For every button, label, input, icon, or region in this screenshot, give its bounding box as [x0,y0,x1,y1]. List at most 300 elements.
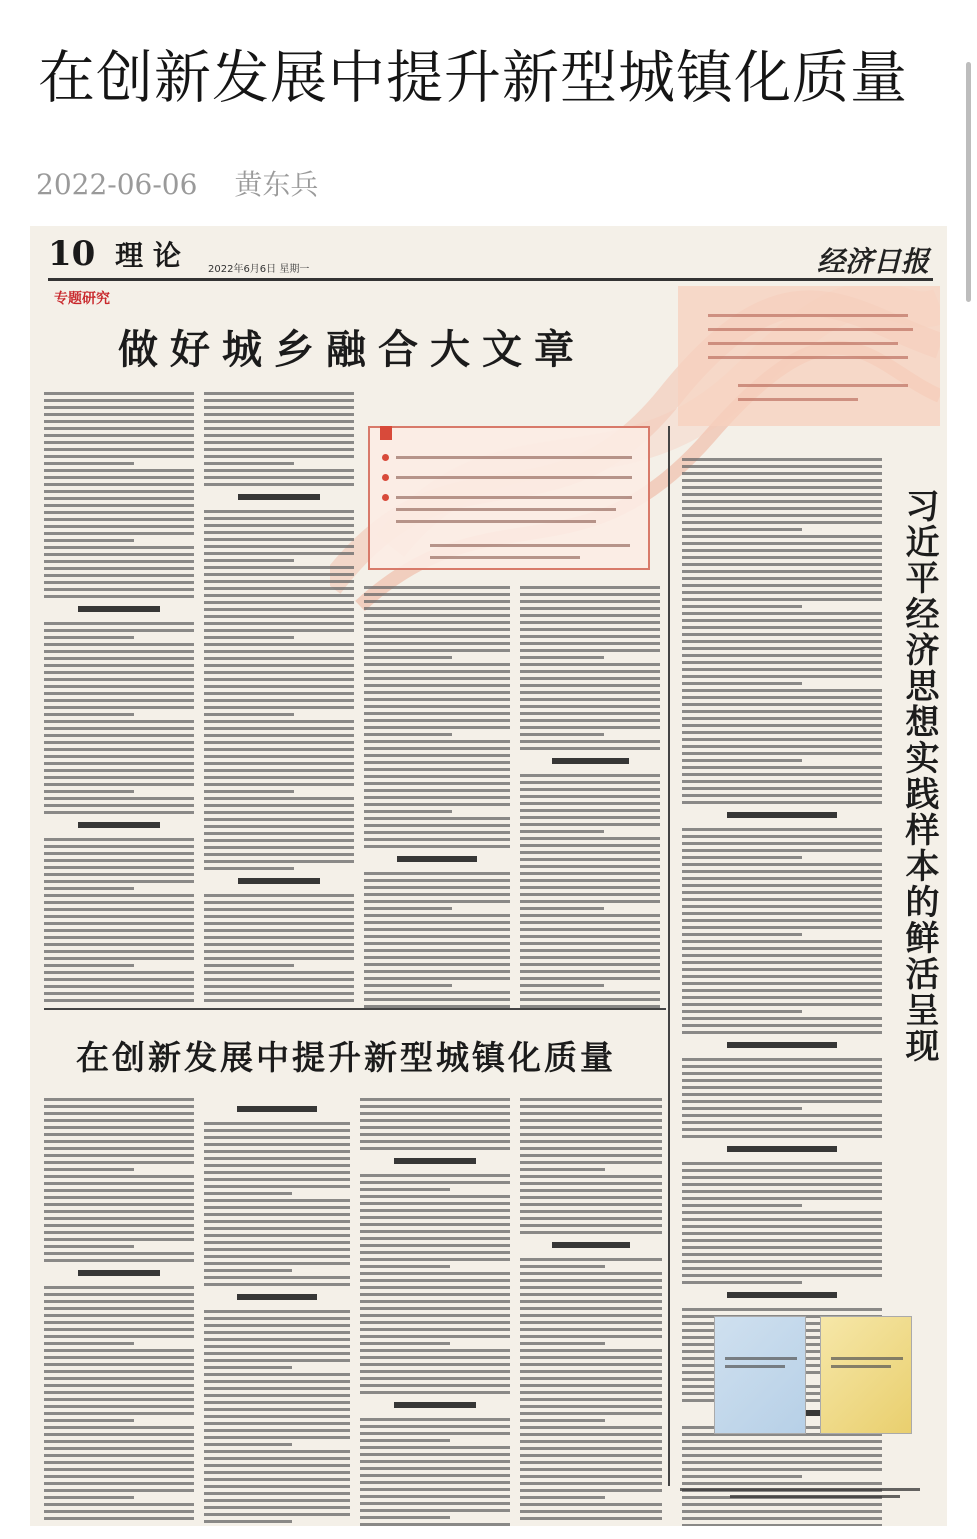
body-text-line [520,963,660,966]
body-text-line [360,1446,510,1449]
body-text-line [520,1356,662,1359]
body-text-line [204,1331,350,1334]
body-text-line [360,1279,510,1282]
body-text-line [44,1342,134,1345]
body-text-line [520,935,660,938]
body-text-line [204,1241,350,1244]
body-text-line [682,1121,882,1124]
body-text-line [360,1474,510,1477]
body-text-line [520,1217,662,1220]
body-text-line [204,580,354,583]
body-text-line [204,1234,350,1237]
body-text-line [44,1126,194,1129]
body-text-line [360,1300,510,1303]
body-text-line [44,685,194,688]
body-text-line [364,663,510,666]
body-text-line [44,943,194,946]
body-text-line [520,1224,662,1227]
body-text-line [204,748,354,751]
body-text-line [360,1244,510,1247]
section-name: 理 论 [115,239,181,272]
body-text-line [44,1510,194,1513]
body-text-line [682,828,882,831]
body-text-line [44,1314,194,1317]
body-text-line [520,649,660,652]
body-text-line [44,1182,194,1185]
body-text-line [364,831,510,834]
body-text-line [204,1338,350,1341]
body-text-line [520,823,660,826]
body-text-line [44,873,194,876]
body-text-line [44,783,194,786]
body-text-line [682,1169,882,1172]
quote-box [678,286,940,426]
body-text-line [44,1475,194,1478]
body-text-line [520,977,660,980]
body-text-line [520,1210,662,1213]
body-text-line [44,1433,194,1436]
body-text-line [682,661,882,664]
body-text-line [682,745,882,748]
body-text-line [360,1488,510,1491]
body-text-line [44,727,194,730]
body-text-line [682,891,882,894]
body-text-line [682,1281,802,1284]
article-author[interactable]: 黄东兵 [234,168,319,201]
body-text-line [682,787,882,790]
body-text-line [520,733,604,736]
body-text-line [44,1482,194,1485]
body-text-line [364,656,452,659]
body-text-line [204,1387,350,1390]
newspaper-image[interactable] [30,226,947,1526]
body-text-line [520,1447,662,1450]
body-text-line [520,1140,662,1143]
body-text-line [204,853,354,856]
body-text-line [360,1370,510,1373]
body-text-line [44,1307,194,1310]
body-text-line [682,1093,882,1096]
body-text-line [520,886,660,889]
body-text-line [360,1216,510,1219]
body-text-line [44,678,194,681]
body-text-line [360,1391,510,1394]
body-text-line [682,961,882,964]
body-text-line [44,511,194,514]
body-text-line [364,621,510,624]
body-text-line [204,1359,350,1362]
body-text-line [520,998,660,1001]
body-text-line [204,901,354,904]
headline-top: 做好城乡融合大文章 [118,326,586,373]
section-subheading [394,1402,477,1408]
body-text-line [520,1231,662,1234]
body-text-line [682,1190,882,1193]
body-text-line [360,1112,510,1115]
body-text-line [360,1418,510,1421]
body-text-line [44,790,134,793]
body-text-line [44,539,134,542]
body-text-line [44,845,194,848]
body-text-line [682,1031,882,1034]
body-text-line [682,1274,882,1277]
body-text-line [44,595,194,598]
body-text-line [204,929,354,932]
body-text-line [682,1211,882,1214]
body-text-line [682,689,882,692]
body-text-line [364,900,510,903]
body-text-line [364,789,510,792]
body-text-line [360,1174,510,1177]
body-text-line [520,1300,662,1303]
body-text-line [204,552,354,555]
body-text-line [682,1114,882,1117]
body-text-line [360,1342,450,1345]
body-text-line [360,1349,510,1352]
footer-credits [680,1488,930,1516]
body-text-line [682,696,882,699]
body-text-line [44,1133,194,1136]
body-text-line [204,608,354,611]
body-text-line [204,1122,350,1125]
top-article-column-1 [44,392,194,1006]
body-text-line [364,998,510,1001]
headline-bottom: 在创新发展中提升新型城镇化质量 [76,1038,616,1077]
body-text-line [360,1126,510,1129]
highlight-label [380,426,392,440]
body-text-line [682,549,882,552]
body-text-line [682,731,882,734]
body-text-line [364,810,452,813]
body-text-line [204,985,354,988]
body-text-line [204,1164,350,1167]
body-text-line [44,560,194,563]
section-subheading [727,812,837,818]
body-text-line [204,713,294,716]
body-text-line [360,1523,510,1526]
body-text-line [364,733,452,736]
body-text-line [204,971,354,974]
body-text-line [44,1168,134,1171]
book-cover-2 [820,1316,912,1434]
body-text-line [360,1439,450,1442]
body-text-line [44,1426,194,1429]
body-text-line [44,901,194,904]
body-text-line [682,1454,882,1457]
body-text-line [520,1475,662,1478]
body-text-line [204,1283,350,1286]
body-text-line [44,1259,194,1262]
body-text-line [520,928,660,931]
body-text-line [682,905,882,908]
body-text-line [44,1140,194,1143]
body-text-line [682,1079,882,1082]
body-text-line [204,1310,350,1313]
body-text-line [364,698,510,701]
body-text-line [520,1147,662,1150]
body-text-line [44,741,194,744]
body-text-line [520,1440,662,1443]
body-text-line [682,933,802,936]
top-article-column-3 [364,586,510,1012]
top-article-column-2 [204,392,354,1006]
body-text-line [204,1262,350,1265]
body-text-line [682,1183,882,1186]
body-text-line [360,1314,510,1317]
body-text-line [682,912,882,915]
body-text-line [204,1317,350,1320]
body-text-line [364,956,510,959]
body-text-line [44,497,194,500]
body-text-line [204,1345,350,1348]
body-text-line [682,521,882,524]
body-text-line [44,699,194,702]
scrollbar[interactable] [966,62,971,302]
body-text-line [520,1454,662,1457]
body-text-line [204,413,354,416]
page-number: 10 理 论 [48,234,181,274]
body-text-line [204,664,354,667]
body-text-line [44,406,194,409]
body-text-line [360,1140,510,1143]
body-text-line [520,900,660,903]
body-text-line [682,1024,882,1027]
body-text-line [520,1279,662,1282]
article-title: 在创新发展中提升新型城镇化质量 [38,45,908,111]
body-text-line [682,1176,882,1179]
book-cover-1 [714,1316,806,1434]
body-text-line [44,532,194,535]
body-text-line [360,1265,450,1268]
body-text-line [364,949,510,952]
body-text-line [682,898,882,901]
body-text-line [204,1408,350,1411]
body-text-line [364,782,510,785]
body-text-line [44,894,194,897]
body-text-line [364,614,510,617]
body-text-line [520,949,660,952]
body-text-line [44,1405,194,1408]
body-text-line [360,1453,510,1456]
body-text-line [682,1204,802,1207]
body-text-line [520,1265,605,1268]
body-text-line [682,1308,882,1311]
body-text-line [364,921,510,924]
body-text-line [520,677,660,680]
body-text-line [360,1425,510,1428]
body-text-line [682,856,802,859]
body-text-line [682,877,882,880]
body-text-line [364,719,510,722]
body-text-line [520,858,660,861]
body-text-line [364,775,510,778]
body-text-line [44,1203,194,1206]
body-text-line [44,971,194,974]
body-text-line [44,866,194,869]
body-text-line [682,1447,882,1450]
body-text-line [44,420,194,423]
body-text-line [204,1450,350,1453]
body-text-line [360,1195,510,1198]
body-text-line [364,740,510,743]
body-text-line [44,1321,194,1324]
body-text-line [204,1171,350,1174]
body-text-line [204,622,354,625]
body-text-line [682,619,882,622]
body-text-line [204,811,354,814]
body-text-line [204,1206,350,1209]
body-text-line [44,1377,194,1380]
body-text-line [44,1412,194,1415]
body-text-line [682,1517,882,1520]
body-text-line [520,837,660,840]
body-text-line [682,982,882,985]
body-text-line [44,1356,194,1359]
body-text-line [520,984,604,987]
body-text-line [682,794,882,797]
body-text-line [364,747,510,750]
body-text-line [360,1223,510,1226]
body-text-line [364,600,510,603]
body-text-line [204,420,354,423]
body-text-line [204,1373,350,1376]
body-text-line [520,1377,662,1380]
body-text-line [204,1457,350,1460]
body-text-line [682,1003,882,1006]
section-subheading [727,1042,837,1048]
body-text-line [520,1154,662,1157]
body-text-line [204,950,354,953]
body-text-line [44,657,194,660]
body-text-line [44,692,194,695]
body-text-line [520,719,660,722]
body-text-line [204,510,354,513]
body-text-line [204,964,294,967]
body-text-line [364,705,510,708]
body-text-line [44,936,194,939]
body-text-line [204,1422,350,1425]
highlight-box [368,426,650,570]
section-subheading [78,606,161,612]
body-text-line [204,545,354,548]
body-text-line [204,1436,350,1439]
body-text-line [204,406,354,409]
top-article-column-4 [520,586,660,1012]
body-text-line [44,504,194,507]
body-text-line [360,1188,450,1191]
body-text-line [44,1468,194,1471]
body-text-line [682,584,882,587]
body-text-line [44,1447,194,1450]
body-text-line [682,1475,802,1478]
body-text-line [682,612,882,615]
body-text-line [682,919,882,922]
body-text-line [44,915,194,918]
body-text-line [520,1307,662,1310]
body-text-line [682,479,882,482]
body-text-line [204,643,354,646]
body-text-line [520,1496,605,1499]
body-text-line [204,1136,350,1139]
body-text-line [360,1495,510,1498]
body-text-line [364,893,510,896]
body-text-line [204,734,354,737]
body-text-line [682,801,882,804]
body-text-line [204,1150,350,1153]
body-text-line [682,1010,802,1013]
body-text-line [44,804,194,807]
body-text-line [520,774,660,777]
body-text-line [682,577,882,580]
body-text-line [44,1349,194,1352]
header-rule [48,278,933,281]
body-text-line [682,717,882,720]
body-text-line [682,486,882,489]
body-text-line [44,908,194,911]
body-text-line [520,788,660,791]
body-text-line [520,1342,605,1345]
body-text-line [682,647,882,650]
body-text-line [44,762,194,765]
body-text-line [44,448,194,451]
body-text-line [204,1192,292,1195]
body-text-line [44,1489,194,1492]
body-text-line [204,978,354,981]
body-text-line [44,1161,194,1164]
body-text-line [364,712,510,715]
body-text-line [682,563,882,566]
body-text-line [204,1394,350,1397]
body-text-line [204,790,294,793]
body-text-line [44,392,194,395]
body-text-line [682,968,882,971]
body-text-line [364,677,510,680]
body-text-line [682,542,882,545]
body-text-line [682,675,882,678]
body-text-line [364,726,510,729]
body-text-line [204,1220,350,1223]
body-text-line [204,678,354,681]
body-text-line [682,1524,882,1526]
body-text-line [682,1232,882,1235]
body-text-line [44,650,194,653]
body-text-line [682,926,882,929]
body-text-line [682,870,882,873]
body-text-line [44,964,134,967]
body-text-line [44,755,194,758]
body-text-line [520,872,660,875]
body-text-line [44,1440,194,1443]
body-text-line [364,593,510,596]
body-text-line [204,1415,350,1418]
body-text-line [360,1230,510,1233]
body-text-line [520,865,660,868]
body-text-line [682,528,802,531]
body-text-line [44,1196,194,1199]
body-text-line [44,734,194,737]
body-text-line [360,1363,510,1366]
body-text-line [204,476,354,479]
masthead: 经济日报 [816,245,929,278]
body-text-line [364,691,510,694]
body-text-line [44,574,194,577]
body-text-line [204,1269,292,1272]
body-text-line [204,943,354,946]
body-text-line [364,649,510,652]
body-text-line [44,1517,194,1520]
body-text-line [682,654,882,657]
body-text-line [44,1238,194,1241]
